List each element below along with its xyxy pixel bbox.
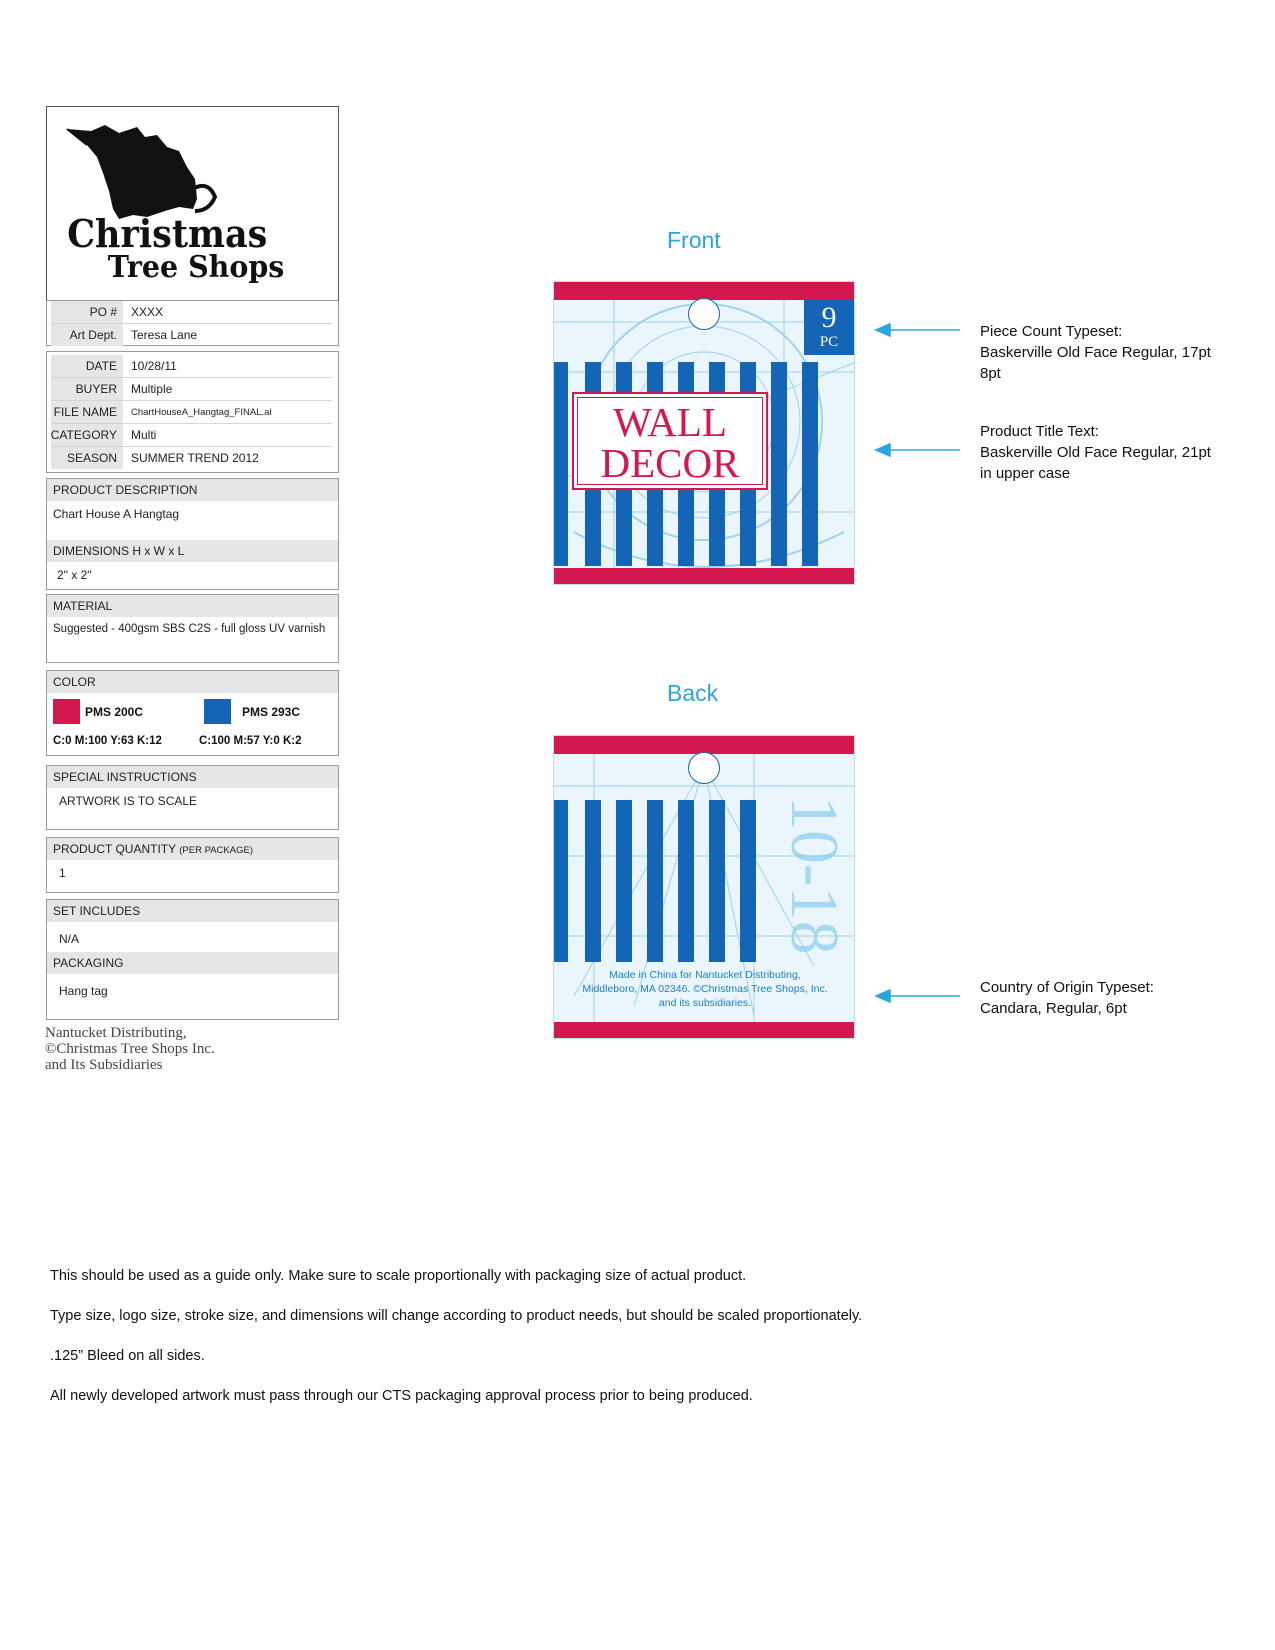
footer-credit: [45, 1025, 215, 1073]
front-title: Front: [667, 227, 721, 253]
packaging-value: Hang tag: [59, 984, 108, 998]
color-box: [46, 670, 339, 756]
dimensions-value: 2" x 2": [57, 568, 92, 582]
origin-line1: Made in China for Nantucket Distributing,: [609, 969, 801, 981]
product-description-heading: PRODUCT DESCRIPTION: [47, 479, 338, 501]
back-stripe-5: [678, 800, 694, 962]
back-stripe-1: [554, 800, 568, 962]
footer-credit-line1: Nantucket Distributing,: [45, 1025, 187, 1041]
file-name-row: [51, 401, 332, 424]
back-hang-hole: [688, 752, 720, 784]
product-quantity-value: 1: [59, 866, 66, 880]
pms-200c-swatch: [53, 699, 80, 724]
buyer-row: [51, 378, 332, 401]
special-instructions-box: [46, 765, 339, 830]
material-value: Suggested - 400gsm SBS C2S - full gloss UV varnish: [53, 623, 326, 635]
product-quantity-box: [46, 837, 339, 893]
logo-line2: Tree Shops: [107, 249, 285, 285]
footer-credit-line2: ©Christmas Tree Shops Inc.: [45, 1041, 215, 1057]
file-name-label: FILE NAME: [51, 401, 123, 423]
art-dept-label: Art Dept.: [51, 324, 123, 346]
piece-count-number: 9: [821, 301, 837, 334]
category-row: [51, 424, 332, 447]
front-stripe-9: [802, 362, 818, 566]
season-label: SEASON: [51, 447, 123, 469]
back-stripe-6: [709, 800, 725, 962]
date-label: DATE: [51, 355, 123, 377]
special-instructions-heading: SPECIAL INSTRUCTIONS: [47, 766, 338, 788]
piece-count-note-line3: 8pt: [980, 365, 1001, 382]
back-stripe-3: [616, 800, 632, 962]
pms-200c-label: PMS 200C: [85, 705, 144, 719]
product-quantity-heading: [47, 838, 338, 860]
logo-line1: Christmas: [67, 211, 268, 257]
art-dept-value: Teresa Lane: [131, 328, 198, 342]
material-box: [46, 594, 339, 663]
pms-293c-swatch: [204, 699, 231, 724]
po-label: PO #: [51, 301, 123, 323]
product-description-box: [46, 478, 339, 590]
product-title-panel: [572, 392, 768, 490]
season-value: SUMMER TREND 2012: [131, 451, 259, 465]
color-heading: COLOR: [47, 671, 338, 693]
set-includes-box: [46, 899, 339, 1020]
po-info-box: [46, 300, 339, 346]
guideline-3: .125” Bleed on all sides.: [50, 1348, 205, 1364]
back-stripe-7: [740, 800, 756, 962]
piece-count-note-line2: Baskerville Old Face Regular, 17pt: [980, 344, 1211, 361]
dimensions-heading: DIMENSIONS H x W x L: [47, 540, 338, 562]
country-of-origin-text: [554, 968, 855, 1010]
product-title-frame: [577, 397, 763, 485]
product-title-note-line2: Baskerville Old Face Regular, 21pt: [980, 444, 1211, 461]
christmas-tree-shops-logo: [47, 107, 337, 300]
product-title-note-line3: in upper case: [980, 465, 1071, 482]
piece-count-badge: [804, 300, 854, 355]
guideline-4: All newly developed artwork must pass through our CTS packaging approval process prior to being produced.: [50, 1388, 753, 1404]
product-quantity-heading-small: (PER PACKAGE): [179, 845, 253, 856]
file-name-value: ChartHouseA_Hangtag_FINAL.ai: [131, 406, 272, 418]
product-description-value: Chart House A Hangtag: [53, 507, 180, 521]
piece-count-unit: PC: [819, 334, 839, 350]
footer-credit-line3: and Its Subsidiaries: [45, 1057, 163, 1073]
front-hangtag: [553, 281, 855, 585]
po-value: XXXX: [131, 305, 164, 319]
art-dept-row: [51, 324, 332, 346]
po-row: [51, 301, 332, 324]
date-value: 10/28/11: [131, 359, 177, 373]
back-stripe-4: [647, 800, 663, 962]
product-title-note-line1: Product Title Text:: [980, 423, 1099, 440]
set-includes-value: N/A: [59, 932, 80, 946]
date-row: [51, 355, 332, 378]
origin-line3: and its subsidiaries.: [658, 997, 752, 1009]
origin-line2: Middleboro, MA 02346. ©Christmas Tree Shops, Inc.: [582, 983, 828, 995]
special-instructions-value: ARTWORK IS TO SCALE: [59, 794, 198, 808]
guideline-2: Type size, logo size, stroke size, and dimensions will change according to product needs, but should be scaled proportionately.: [50, 1308, 863, 1324]
buyer-label: BUYER: [51, 378, 123, 400]
back-title: Back: [667, 680, 719, 706]
product-title-line1: WALL: [613, 399, 727, 445]
piece-count-note-line1: Piece Count Typeset:: [980, 323, 1123, 340]
buyer-value: Multiple: [131, 382, 173, 396]
back-hangtag: [553, 735, 855, 1039]
origin-note-line2: Candara, Regular, 6pt: [980, 1000, 1127, 1017]
back-number-watermark: 10-18: [777, 796, 853, 955]
category-value: Multi: [131, 428, 157, 442]
back-bottom-red-bar: [554, 1022, 854, 1038]
origin-note: [980, 977, 1154, 1019]
front-stripe-8: [771, 362, 787, 566]
logo-box: [46, 106, 339, 302]
material-heading: MATERIAL: [47, 595, 338, 617]
season-row: [51, 447, 332, 469]
category-label: CATEGORY: [51, 424, 123, 446]
product-title-note: [980, 421, 1211, 484]
back-stripe-2: [585, 800, 601, 962]
set-includes-heading: SET INCLUDES: [47, 900, 338, 922]
packaging-heading: PACKAGING: [47, 952, 338, 974]
piece-count-note: [980, 321, 1211, 384]
guideline-1: This should be used as a guide only. Make sure to scale proportionally with packaging size of actual product.: [50, 1268, 747, 1284]
pms-200c-cmyk: C:0 M:100 Y:63 K:12: [53, 735, 162, 747]
hang-hole: [688, 298, 720, 330]
pms-293c-cmyk: C:100 M:57 Y:0 K:2: [199, 735, 302, 747]
front-stripe-1: [554, 362, 568, 566]
product-title-line2: DECOR: [600, 440, 740, 486]
origin-note-line1: Country of Origin Typeset:: [980, 979, 1154, 996]
front-bottom-red-bar: [554, 568, 854, 584]
pms-293c-label: PMS 293C: [242, 705, 301, 719]
product-quantity-heading-text: PRODUCT QUANTITY: [53, 842, 176, 856]
details-box: [46, 351, 339, 473]
